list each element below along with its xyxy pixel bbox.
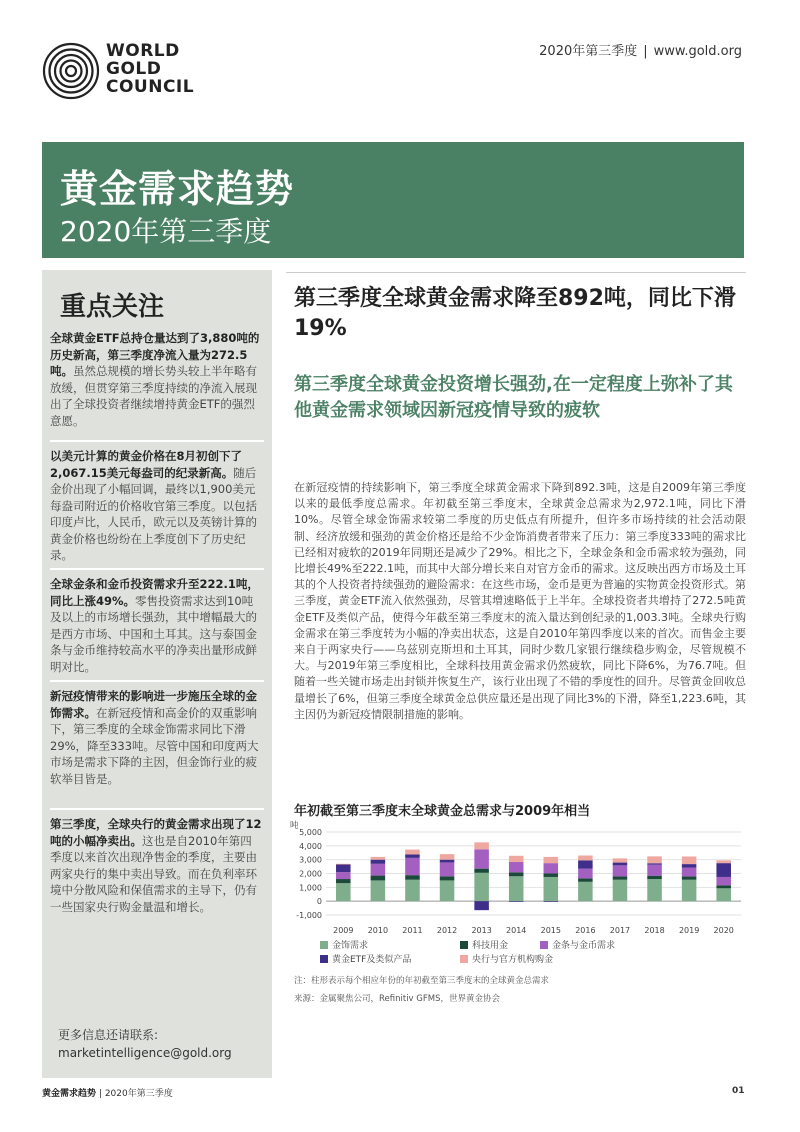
sidebar-divider: [50, 680, 264, 682]
bar-segment: [647, 879, 662, 901]
legend-swatch: [460, 955, 468, 963]
bar-segment: [440, 860, 455, 863]
bar-segment: [544, 874, 559, 877]
bar-segment: [336, 883, 351, 901]
y-tick-label: 2,000: [299, 869, 322, 879]
legend-swatch: [540, 941, 548, 949]
bar-segment: [405, 854, 420, 857]
legend-item: 金条与金币需求: [540, 938, 615, 951]
bar-segment: [509, 872, 524, 876]
bar-segment: [716, 888, 731, 901]
legend-item: 金饰需求: [320, 938, 368, 951]
bar-segment: [336, 879, 351, 883]
bar-segment: [371, 864, 386, 876]
contact-info: [58, 1026, 232, 1062]
bar-segment: [440, 854, 455, 860]
bar-segment: [474, 842, 489, 849]
x-tick-label: 2012: [436, 926, 458, 935]
chart-note: 注：柱形表示每个相应年份的年初截至第三季度末的全球黄金总需求: [294, 976, 550, 986]
bar-segment: [440, 862, 455, 876]
y-tick-label: 1,000: [299, 883, 322, 893]
bar-segment: [336, 864, 351, 865]
bar-segment: [682, 856, 697, 864]
bar-segment: [371, 880, 386, 901]
bar-segment: [578, 882, 593, 901]
bar-segment: [544, 857, 559, 863]
demand-chart: [286, 820, 746, 938]
y-tick-label: 4,000: [299, 841, 322, 851]
bar-segment: [336, 865, 351, 873]
bar-segment: [613, 880, 628, 901]
bar-segment: [544, 877, 559, 901]
bar-segment: [613, 865, 628, 876]
bar-segment: [682, 864, 697, 867]
header-meta: 2020年第三季度 | www.gold.org: [539, 44, 742, 59]
bar-segment: [440, 876, 455, 880]
bar-segment: [647, 863, 662, 864]
page-number: 01: [732, 1086, 745, 1096]
article-subtitle: 第三季度全球黄金投资增长强劲,在一定程度上弥补了其他黄金需求领域因新冠疫情导致的疲软: [294, 374, 733, 421]
legend-item: 黄金ETF及类似产品: [320, 952, 411, 965]
bar-segment: [647, 856, 662, 863]
bar-segment: [647, 876, 662, 879]
highlight-block: 全球黄金ETF总持仓量达到了3,880吨的历史新高，第三季度净流入量为272.5吨。虽然总规模的增长势头较上半年略有放缓，但贯穿第三季度持续的净流入展现出了全球投资者继续增持黄金ETF的强烈意愿。: [50, 331, 260, 428]
legend-swatch: [320, 941, 328, 949]
wgc-logo-text: WORLD GOLD COUNCIL: [106, 41, 195, 97]
bar-segment: [371, 860, 386, 864]
x-tick-label: 2020: [713, 926, 734, 935]
highlight-block: 以美元计算的黄金价格在8月初创下了2,067.15美元每盎司的纪录新高。随后金价出现了小幅回调，最终以1,900美元每盎司附近的价格收官第三季度。以包括印度卢比，人民币，欧元以及英镑计算的黄金价格也纷纷在上季度创下了历史纪录。: [50, 449, 257, 562]
legend-swatch: [320, 955, 328, 963]
bar-segment: [613, 858, 628, 862]
sidebar-heading: 重点关注: [60, 292, 165, 322]
bar-segment: [578, 869, 593, 879]
chart-title: 年初截至第三季度末全球黄金总需求与2009年相当: [294, 804, 591, 819]
bar-segment: [474, 901, 489, 910]
bar-segment: [647, 865, 662, 876]
bar-segment: [578, 878, 593, 881]
contact-label: 更多信息还请联系:: [58, 1028, 159, 1042]
bar-segment: [509, 876, 524, 901]
highlight-block: 第三季度，全球央行的黄金需求出现了12吨的小幅净卖出。这也是自2010年第四季度以来首次出现净售金的季度，主要由两家央行的集中卖出导致。而在负利率环境中分散风险和保值需求的主导下，仍有一些国家央行购金量温和增长。: [50, 817, 262, 914]
bar-segment: [682, 877, 697, 880]
highlight-block: 全球金条和金币投资需求升至222.1吨，同比上涨49%。零售投资需求达到10吨及以上的市场增长强劲，其中增幅最大的是西方市场、中国和土耳其。这与泰国金条与金币维持较高水平的净卖出量形成鲜明对比。: [50, 577, 259, 674]
bar-segment: [405, 880, 420, 901]
bar-segment: [682, 868, 697, 877]
highlight-block: 新冠疫情带来的影响进一步施压全球的金饰需求。在新冠疫情和高金价的双重影响下，第三季度的全球金饰需求同比下滑29%，降至333吨。尽管中国和印度两大市场是需求下降的主因，但金饰行业的疲软举目皆是。: [50, 689, 259, 786]
highlights-sidebar: [42, 270, 272, 1078]
sidebar-divider: [50, 568, 264, 570]
bar-segment: [405, 858, 420, 875]
bar-segment: [509, 862, 524, 872]
main-top-rule: [286, 272, 746, 273]
sidebar-divider: [50, 440, 264, 442]
bar-segment: [474, 873, 489, 901]
x-tick-label: 2010: [367, 926, 389, 935]
bar-segment: [682, 880, 697, 901]
bar-segment: [578, 860, 593, 868]
article-title: 第三季度全球黄金需求降至892吨，同比下滑19%: [294, 286, 736, 341]
bar-segment: [474, 869, 489, 873]
bar-segment: [613, 863, 628, 866]
title-banner: [42, 142, 744, 258]
bar-segment: [544, 863, 559, 873]
bar-segment: [613, 876, 628, 879]
bar-segment: [716, 863, 731, 877]
contact-email[interactable]: marketintelligence@gold.org: [58, 1046, 232, 1060]
legend-item: 科技用金: [460, 938, 508, 951]
report-title: 黄金需求趋势: [60, 167, 295, 211]
legend-item: 央行与官方机构购金: [460, 952, 553, 965]
article-body: 在新冠疫情的持续影响下，第三季度全球黄金需求下降到892.3吨，这是自2009年第三季度以来的最低季度总需求。年初截至第三季度末，全球黄金总需求为2,972.1吨，同比下滑10%。尽管全球金饰需求较第二季度的历史低点有所提升，但许多市场持续的社会活动限制、经济放缓和强劲的黄金价格还是给不少金饰消费者带来了压力：第三季度333吨的需求比已经相对疲软的2019年同期还是减少了29%。相比之下，全球金条和金币需求较为强劲，同比增长49%至222.1吨，而其中大部分增长来自对官方金币的需求。这反映出西方市场及土耳其的个人投资者持续强劲的避险需求：在这些市场，金币是更为普遍的实物黄金投资形式。第三季度，黄金ETF流入依然强劲，尽管其增速略低于上半年。全球投资者共增持了272.5吨黄金ETF及类似产品，使得今年截至第三季度末的流入量达到创纪录的1,003.3吨。全球央行购金需求在第三季度转为小幅的净卖出状态，这是自2010年第四季度以来的首次。而售金主要来自于两家央行——乌兹别克斯坦和土耳其，同时少数几家银行继续稳步购金，尽管规模不大。与2019年第三季度相比，全球科技用黄金需求仍然疲软，同比下降6%，为76.7吨。但随着一些关键市场走出封锁并恢复生产，该行业出现了不错的季度性的回升。尽管黄金回收总量增长了6%，但第三季度全球黄金总供应量还是出现了同比3%的下滑，降至1,223.6吨，其主因仍为新冠疫情限制措施的影响。: [294, 481, 746, 721]
bar-segment: [716, 885, 731, 888]
bar-segment: [509, 856, 524, 862]
y-tick-label: -1,000: [296, 911, 322, 920]
y-tick-label: 5,000: [299, 828, 322, 837]
bar-segment: [440, 880, 455, 901]
bar-segment: [371, 857, 386, 860]
bar-segment: [578, 856, 593, 861]
legend-swatch: [460, 941, 468, 949]
bar-segment: [716, 860, 731, 863]
bar-segment: [336, 872, 351, 879]
y-tick-label: 3,000: [299, 855, 322, 865]
footer-left: 黄金需求趋势 | 2020年第三季度: [42, 1089, 173, 1099]
report-subtitle: 2020年第三季度: [60, 215, 272, 248]
y-tick-label: 0: [316, 897, 322, 907]
x-tick-label: 2019: [678, 926, 700, 935]
wgc-logo-icon: [42, 42, 100, 100]
bar-segment: [544, 901, 559, 902]
x-tick-label: 2014: [506, 926, 527, 935]
x-tick-label: 2017: [609, 926, 631, 935]
x-tick-label: 2011: [402, 926, 423, 935]
bar-segment: [509, 901, 524, 902]
bar-segment: [716, 877, 731, 885]
x-tick-label: 2018: [644, 926, 665, 935]
x-tick-label: 2009: [333, 926, 354, 935]
x-tick-label: 2016: [575, 926, 596, 935]
bar-segment: [405, 850, 420, 855]
y-axis-unit: 吨: [290, 821, 299, 831]
x-tick-label: 2013: [471, 926, 492, 935]
sidebar-divider: [50, 808, 264, 810]
header-period: 2020年第三季度: [539, 44, 638, 59]
bar-segment: [405, 875, 420, 880]
bar-segment: [371, 876, 386, 881]
bar-segment: [474, 849, 489, 868]
wgc-logo: [42, 42, 242, 102]
header-website[interactable]: www.gold.org: [653, 44, 742, 59]
x-tick-label: 2015: [540, 926, 561, 935]
chart-source: 来源：金属聚焦公司，Refinitiv GFMS，世界黄金协会: [294, 994, 500, 1004]
